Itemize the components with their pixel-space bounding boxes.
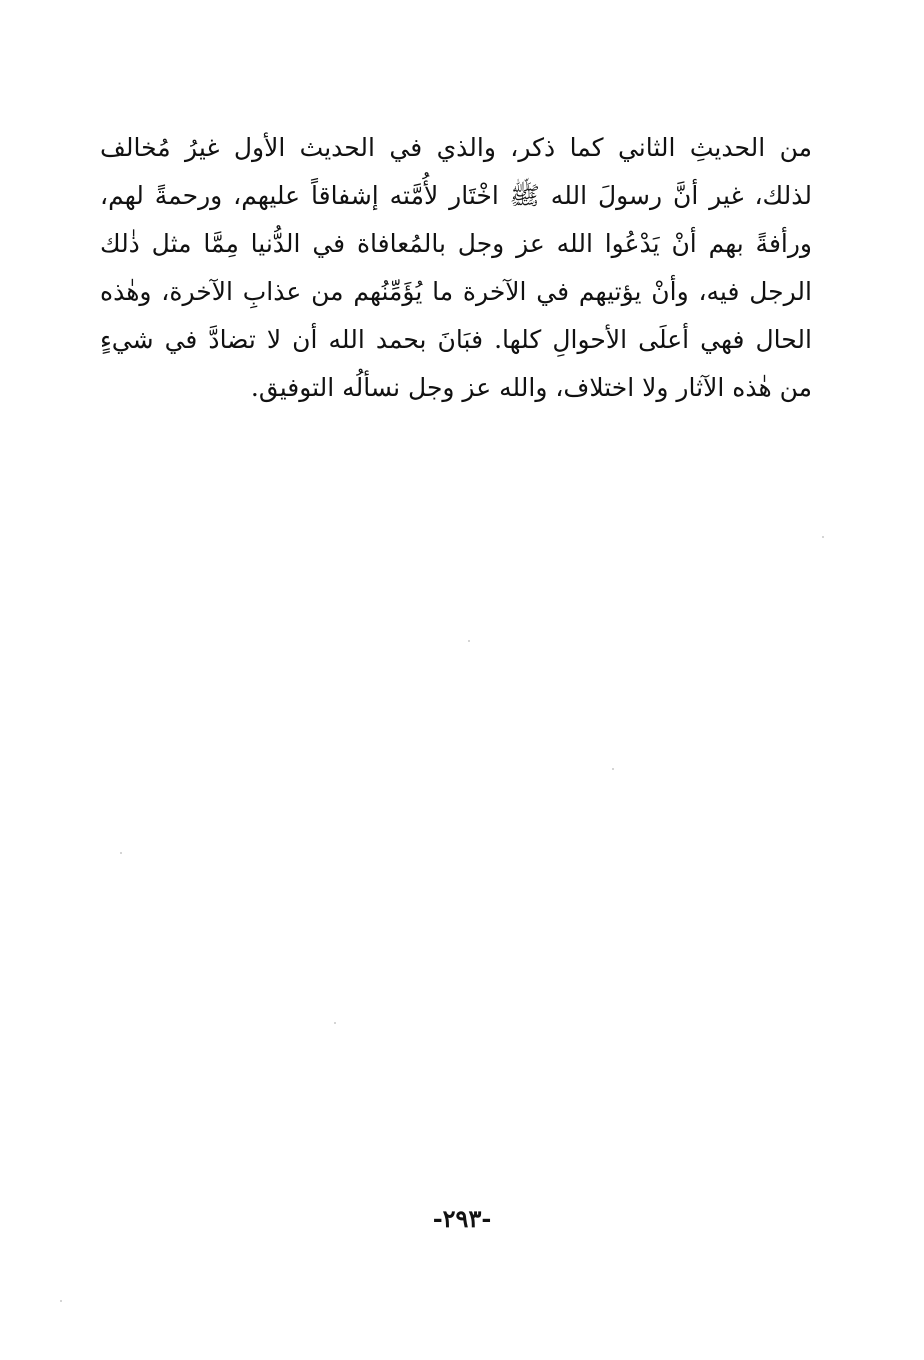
body-text [100, 124, 812, 412]
text-line-2: لذلك، غير أنَّ رسولَ الله ﷺ اخْتَار لأُمَّته إشفاقاً عليهم، ورحمةً لهم، [100, 181, 812, 210]
scan-speck [334, 1022, 336, 1024]
text-line-4: الرجل فيه، وأنْ يؤتيهم في الآخرة ما يُؤَمِّنُهم من عذابِ الآخرة، وهٰذه [100, 277, 812, 306]
scan-speck [612, 768, 614, 770]
scan-speck [120, 852, 122, 854]
text-line-1: من الحديثِ الثاني كما ذكر، والذي في الحديث الأول غيرُ مُخالف [100, 133, 812, 162]
scan-speck [822, 536, 824, 538]
text-line-3: ورأفةً بهم أنْ يَدْعُوا الله عز وجل بالمُعافاة في الدُّنيا مِمَّا مثل ذٰلك [100, 229, 812, 258]
scan-speck [60, 1300, 62, 1302]
text-line-6: من هٰذه الآثار ولا اختلاف، والله عز وجل نسألُه التوفيق. [250, 373, 812, 402]
scan-speck [468, 640, 470, 642]
page-number: -٢٩٣- [432, 1204, 492, 1233]
text-line-5: الحال فهي أعلَى الأحوالِ كلها. فبَانَ بحمد الله أن لا تضادَّ في شيءٍ [100, 325, 812, 354]
